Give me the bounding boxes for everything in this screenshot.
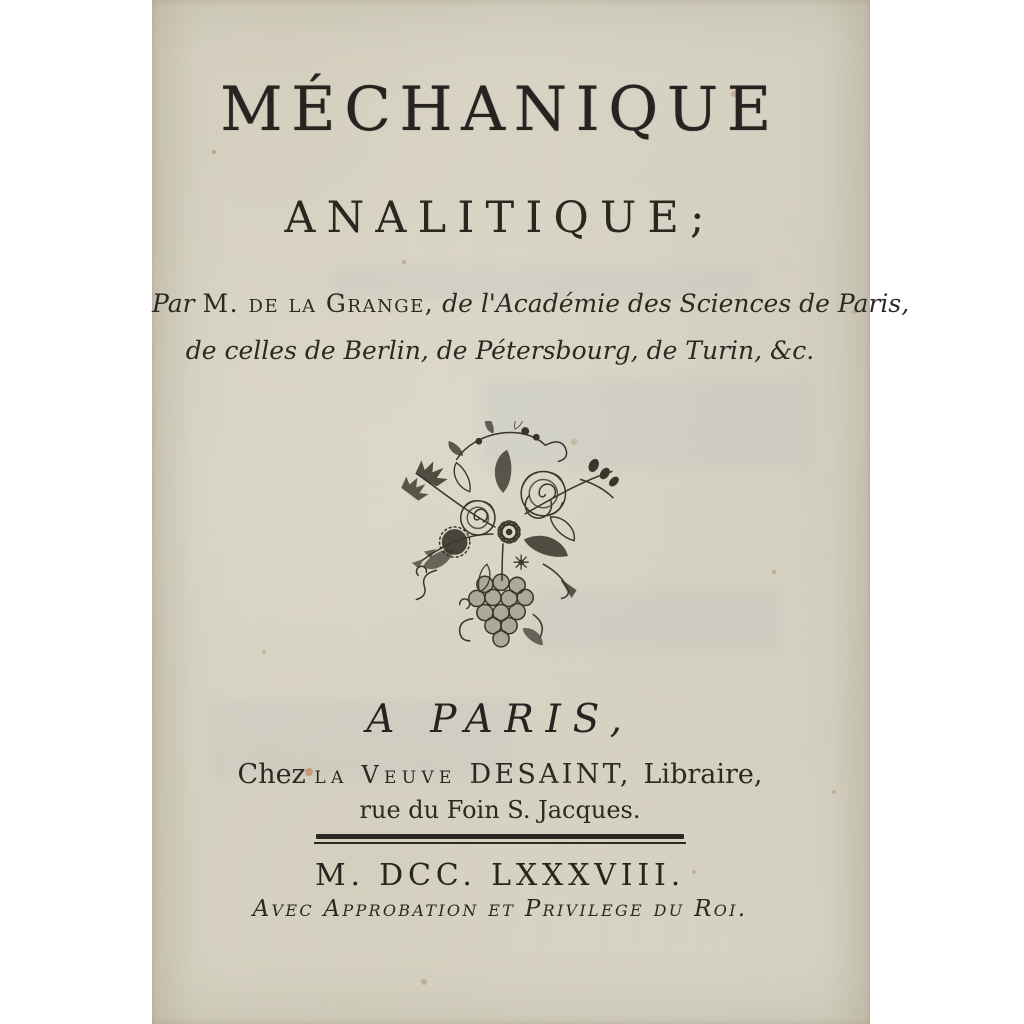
floral-bouquet-engraving xyxy=(374,421,626,655)
imprint-address: rue du Foin S. Jacques. xyxy=(359,796,641,824)
rule-thick-line xyxy=(316,834,684,839)
imprint-la-veuve: la Veuve xyxy=(314,761,470,789)
author-name: M. de la Grange, xyxy=(202,289,435,318)
imprint-publisher-line xyxy=(152,759,848,790)
privilege-line: Avec Approbation et Privilege du Roi. xyxy=(252,896,748,922)
rule-thin-line xyxy=(314,842,686,844)
imprint-publisher-name: DESAINT, xyxy=(469,759,644,790)
book-title: MÉCHANIQUE xyxy=(220,74,780,145)
author-affiliation-2: de celles de Berlin, de Pétersbourg, de Turin, &c. xyxy=(185,336,815,365)
book-subtitle: ANALITIQUE; xyxy=(284,193,716,243)
imprint-chez: Chez xyxy=(237,759,315,790)
floral-ornament xyxy=(152,421,848,655)
foxing-spots xyxy=(212,150,216,154)
book-page xyxy=(152,0,910,1024)
author-line xyxy=(152,289,910,318)
publication-date: M. DCC. LXXXVIII. xyxy=(314,858,686,893)
imprint-role: Libraire, xyxy=(643,759,763,790)
byline-par: Par xyxy=(152,289,203,318)
double-rule-divider xyxy=(152,834,848,844)
author-affiliation-1: de l'Académie des Sciences de Paris, xyxy=(434,289,910,318)
imprint-city: A PARIS, xyxy=(366,697,634,742)
